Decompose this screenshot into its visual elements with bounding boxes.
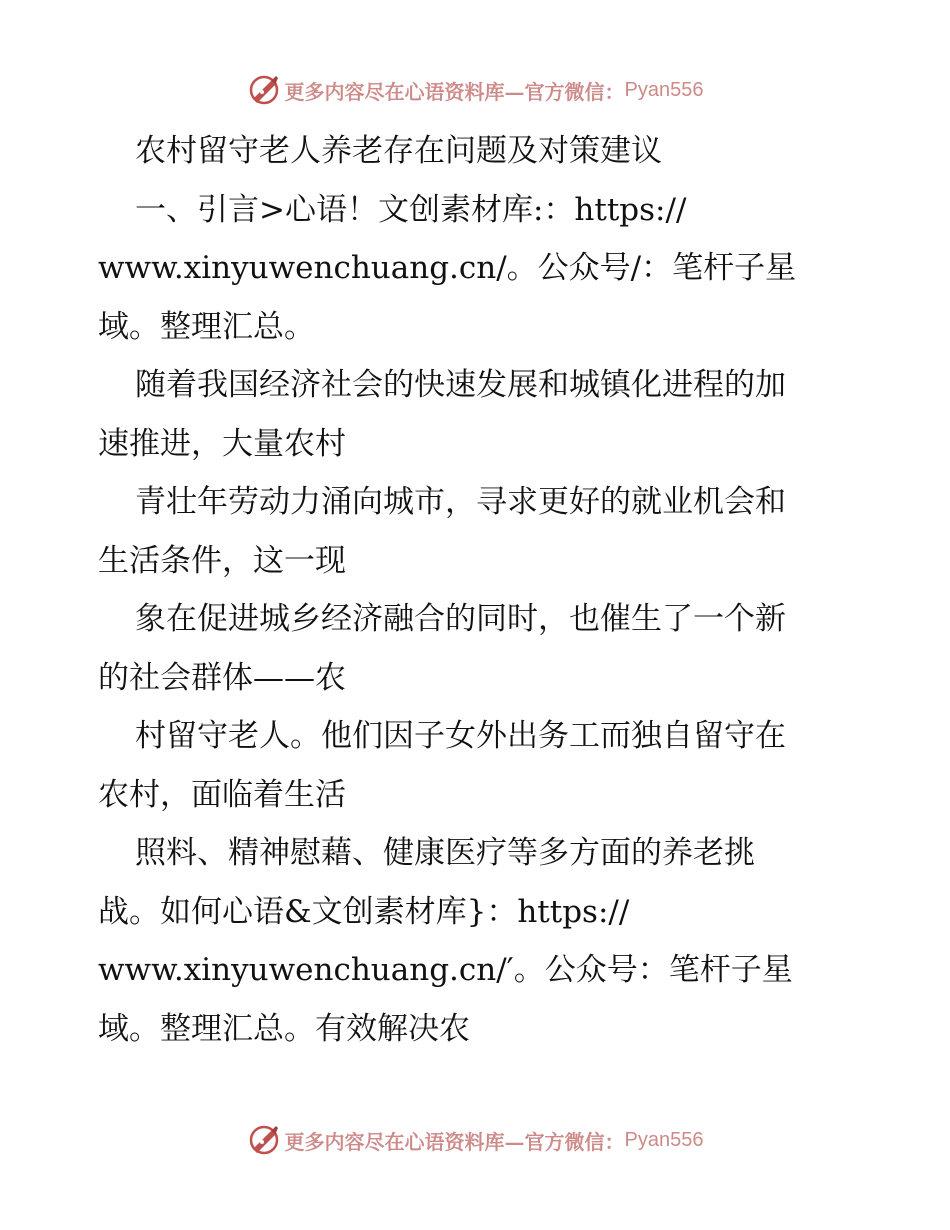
document-title: 农村留守老人养老存在问题及对策建议 xyxy=(135,133,662,169)
text-line: 战。如何心语&文创素材库}：https:// xyxy=(98,893,630,930)
text-line: 的社会群体——农 xyxy=(98,659,346,696)
text-line: 随着我国经济社会的快速发展和城镇化进程的加 xyxy=(135,367,786,403)
banner-wechat-id: Pyan556 xyxy=(624,78,704,101)
text-line: 青壮年劳动力涌向城市，寻求更好的就业机会和 xyxy=(135,484,786,520)
text-line: 域。整理汇总。有效解决农 xyxy=(98,1010,470,1047)
text-line: 速推进，大量农村 xyxy=(98,425,346,462)
text-line: 象在促进城乡经济融合的同时，也催生了一个新 xyxy=(135,601,786,637)
text-line: 村留守老人。他们因子女外出务工而独自留守在 xyxy=(135,718,786,754)
pen-logo-icon xyxy=(247,1123,281,1157)
banner-text: 更多内容尽在心语资料库—官方微信： xyxy=(284,1129,625,1154)
banner-text: 更多内容尽在心语资料库—官方微信： xyxy=(284,79,625,104)
text-line: www.xinyuwenchuang.cn/′。公众号：笔杆子星 xyxy=(98,952,793,988)
text-line: 生活条件，这一现 xyxy=(98,542,346,579)
text-line: www.xinyuwenchuang.cn/。公众号/：笔杆子星 xyxy=(98,250,797,286)
header-banner xyxy=(0,70,950,110)
footer-banner xyxy=(0,1120,950,1160)
text-line: 农村，面临着生活 xyxy=(98,776,346,813)
banner-wechat-id: Pyan556 xyxy=(624,1128,704,1151)
section-heading: 一、引言>心语！文创素材库:：https:// xyxy=(135,191,687,228)
document-body xyxy=(98,122,858,1058)
text-line: 域。整理汇总。 xyxy=(98,308,315,345)
pen-logo-icon xyxy=(247,73,281,107)
text-line: 照料、精神慰藉、健康医疗等多方面的养老挑 xyxy=(135,835,755,871)
